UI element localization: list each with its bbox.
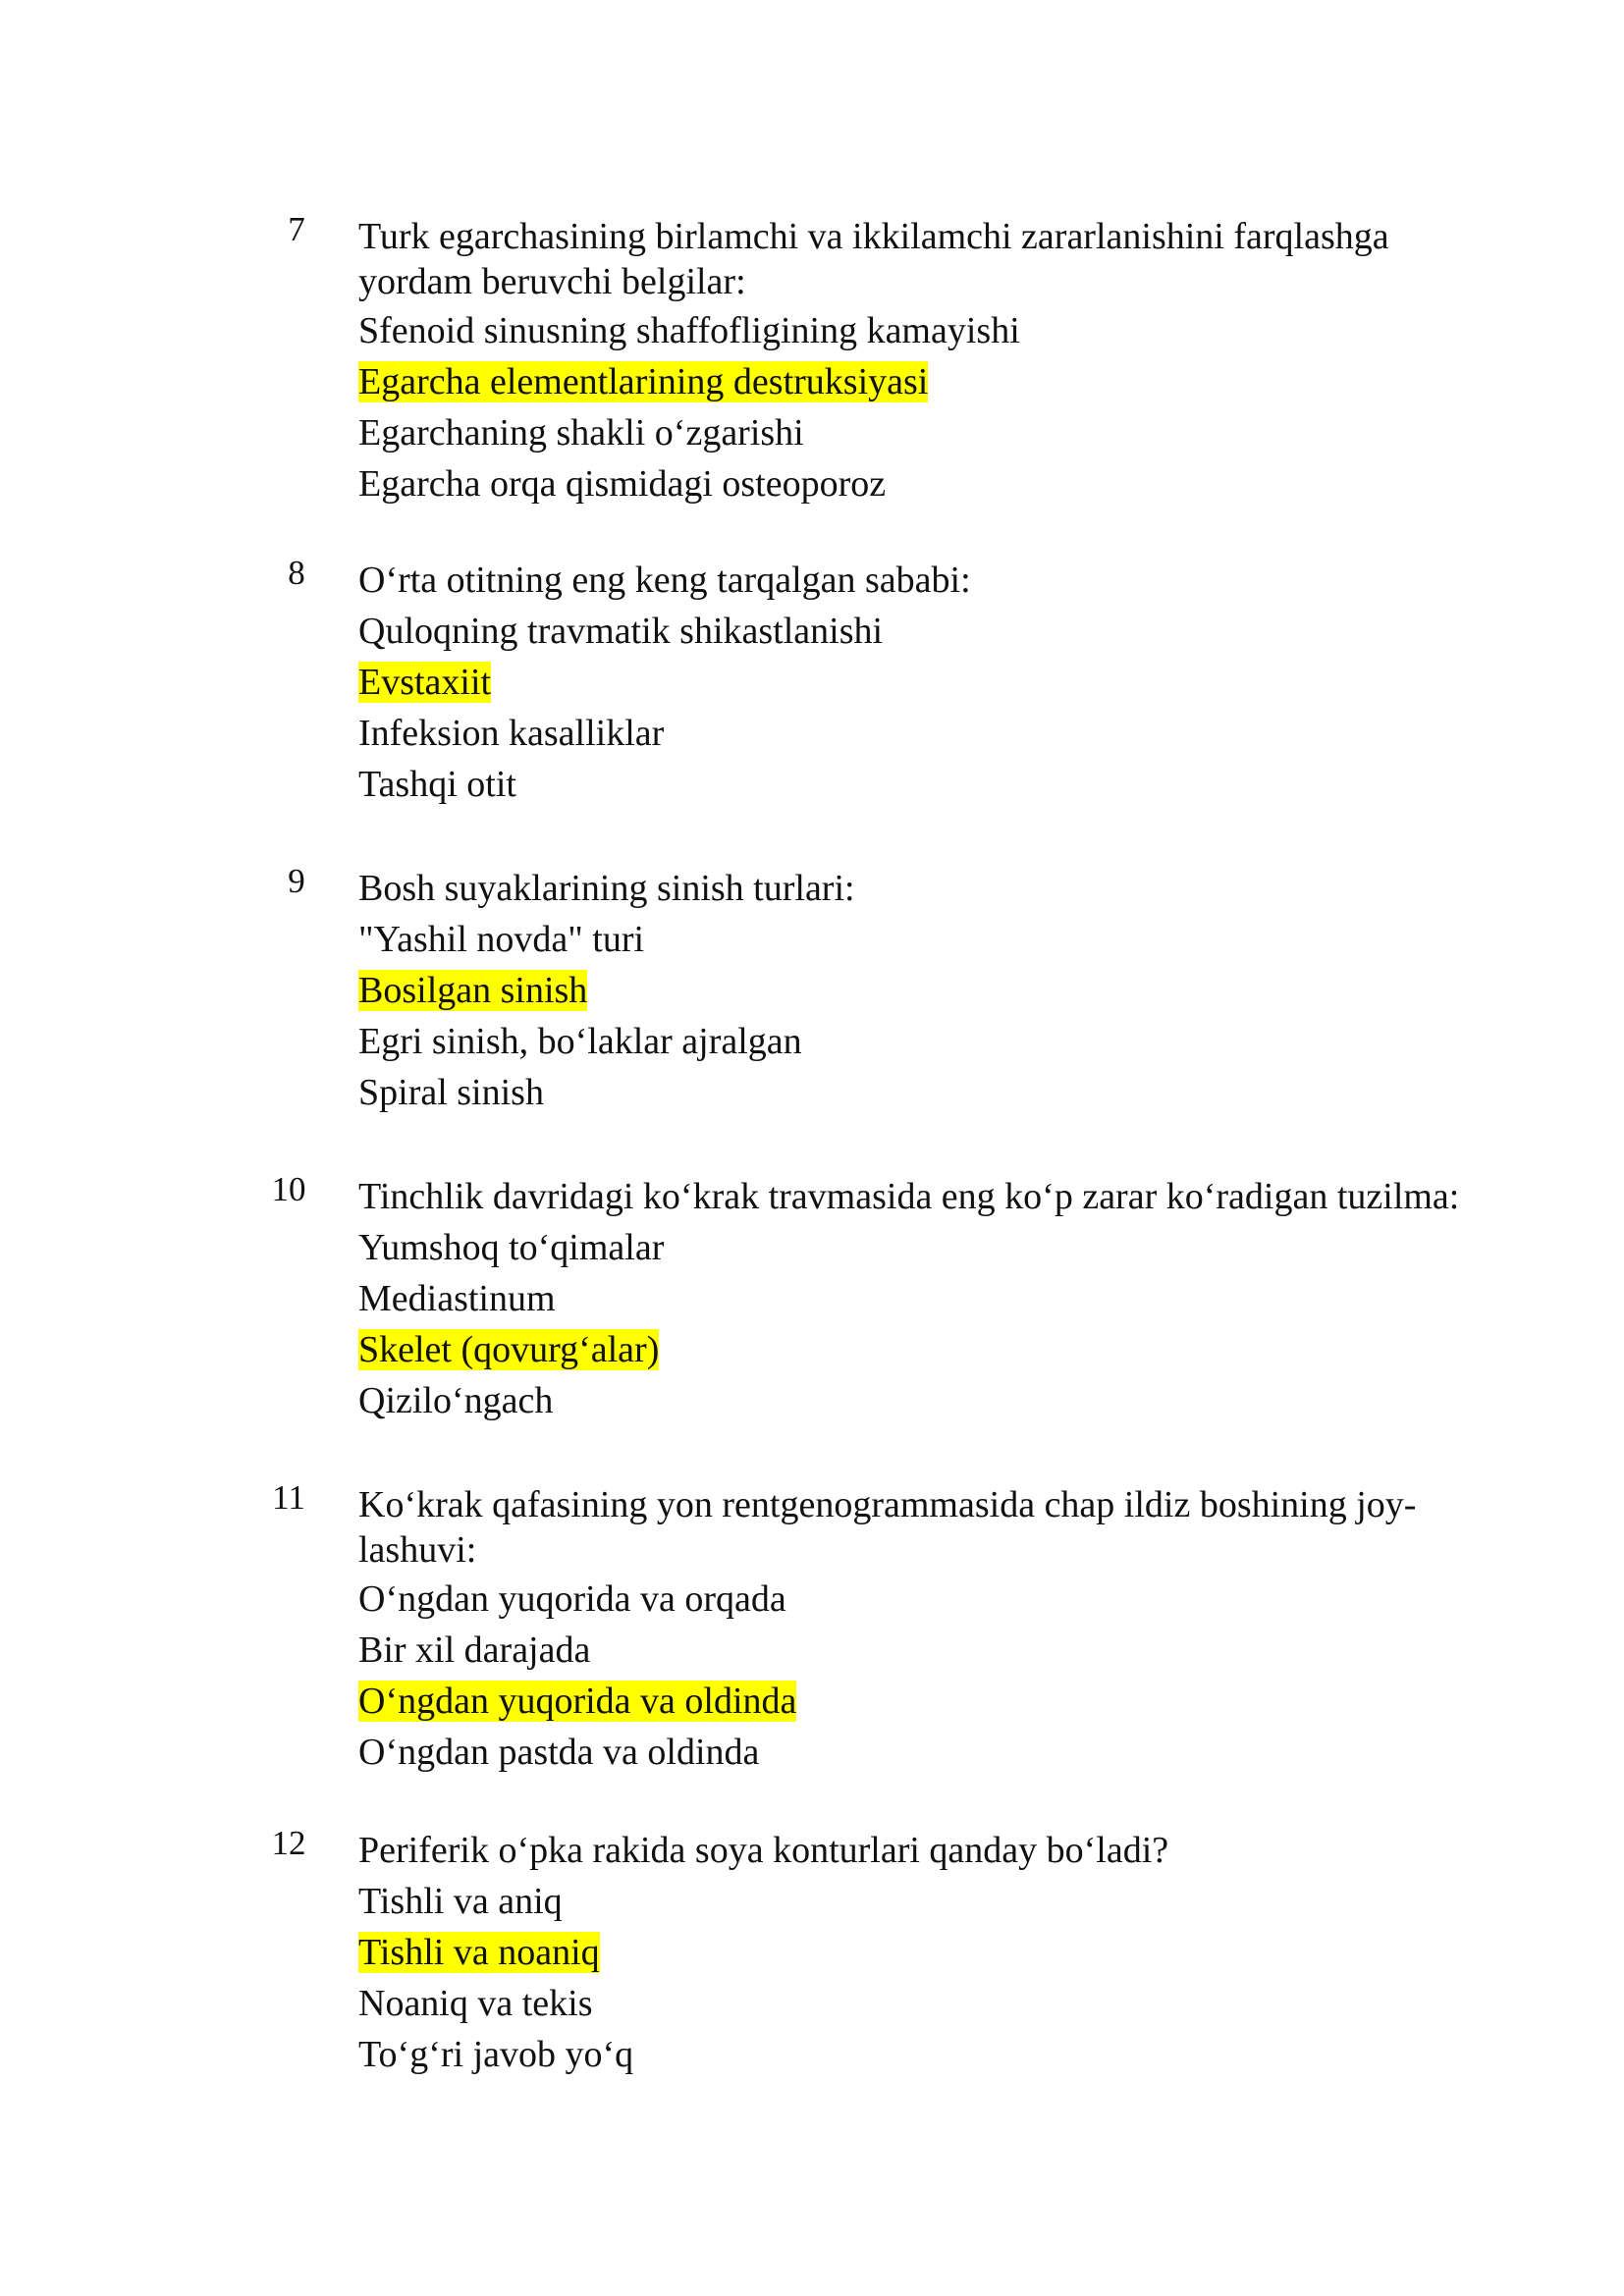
question-number: 7 xyxy=(288,210,305,248)
question-number: 9 xyxy=(288,862,305,900)
answer-option-correct xyxy=(358,359,1517,404)
answer-option: "Yashil novda" turi xyxy=(358,919,645,960)
answer-option: Mediastinum xyxy=(358,1278,556,1319)
answer-option-correct xyxy=(358,660,1517,705)
question-text: Periferik oʻpka rakida soya konturlari qanday boʻladi? xyxy=(358,1830,1169,1871)
answer-option-correct xyxy=(358,1327,1517,1372)
answer-option: Egarchaning shakli oʻzgarishi xyxy=(358,412,804,454)
question-text: Bosh suyaklarining sinish turlari: xyxy=(358,868,855,909)
question-body xyxy=(358,1828,1517,2083)
question-text: Turk egarchasining birlamchi va ikkilamchi zararlanishini farqlashga yordam beruvchi belgilar: xyxy=(358,216,1389,302)
answer-option: Quloqning travmatik shikastlanishi xyxy=(358,611,884,652)
answer-option: Oʻngdan yuqorida va orqada xyxy=(358,1578,786,1620)
question-body xyxy=(358,1174,1517,1429)
question-number: 11 xyxy=(272,1478,305,1517)
answer-option-correct xyxy=(358,1930,1517,1975)
answer-option: Qiziloʻngach xyxy=(358,1380,554,1421)
answer-highlight: Skelet (qovurgʻalar) xyxy=(358,1329,660,1370)
question-body xyxy=(358,558,1517,813)
question-text: Koʻkrak qafasining yon rentgenogrammasida chap ildiz boshining joy- lashuvi: xyxy=(358,1484,1417,1571)
answer-option: Yumshoq toʻqimalar xyxy=(358,1227,665,1268)
answer-option: Tishli va aniq xyxy=(358,1881,563,1922)
answer-highlight: Egarcha elementlarining destruksiyasi xyxy=(358,361,929,402)
answer-option: Egarcha orqa qismidagi osteoporoz xyxy=(358,463,887,505)
answer-option: Sfenoid sinusning shaffofligining kamayishi xyxy=(358,310,1020,351)
question-body xyxy=(358,1482,1517,1781)
answer-option-correct xyxy=(358,968,1517,1013)
answer-option: Spiral sinish xyxy=(358,1072,544,1113)
answer-option: Tashqi otit xyxy=(358,764,516,805)
answer-option: Toʻgʻri javob yoʻq xyxy=(358,2034,634,2075)
answer-option: Noaniq va tekis xyxy=(358,1983,593,2024)
question-number: 10 xyxy=(271,1170,306,1208)
answer-highlight: Oʻngdan yuqorida va oldinda xyxy=(358,1681,797,1722)
answer-option: Bir xil darajada xyxy=(358,1629,591,1671)
answer-highlight: Bosilgan sinish xyxy=(358,970,588,1011)
question-body xyxy=(358,214,1517,512)
answer-option: Egri sinish, boʻlaklar ajralgan xyxy=(358,1021,802,1062)
question-number: 8 xyxy=(288,554,305,592)
answer-option-correct xyxy=(358,1679,1517,1724)
answer-highlight: Tishli va noaniq xyxy=(358,1932,600,1973)
answer-option: Oʻngdan pastda va oldinda xyxy=(358,1732,760,1773)
answer-option: Infeksion kasalliklar xyxy=(358,713,665,754)
question-number: 12 xyxy=(271,1824,306,1862)
question-body xyxy=(358,866,1517,1121)
question-text: Tinchlik davridagi koʻkrak travmasida eng koʻp zarar koʻradigan tuzilma: xyxy=(358,1176,1460,1217)
answer-highlight: Evstaxiit xyxy=(358,662,492,703)
question-text: Oʻrta otitning eng keng tarqalgan sababi: xyxy=(358,560,971,601)
